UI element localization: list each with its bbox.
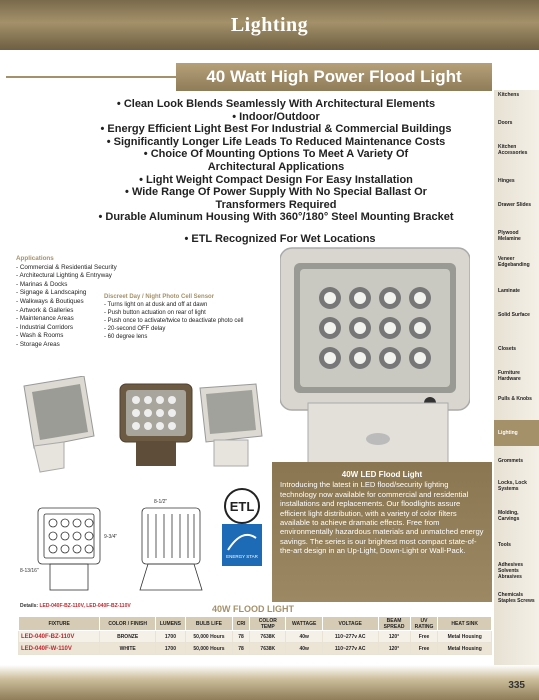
table-cell-sku: LED-040F-W-110V [19, 643, 100, 655]
list-item: - 20-second OFF delay [104, 326, 166, 332]
table-cell: 78 [233, 631, 250, 643]
sidebar-item-tools[interactable]: Tools [498, 542, 511, 548]
sidebar-item-adhesives[interactable]: Adhesives Solvents Abrasives [498, 562, 524, 580]
column-header: COLOR TEMP [250, 617, 286, 631]
spec-table [18, 616, 492, 655]
title-rule [6, 76, 176, 78]
sidebar-item-kitchen-accessories[interactable]: Kitchen Accessories [498, 144, 528, 156]
sidebar-item-molding[interactable]: Molding, Carvings [498, 510, 520, 522]
sidebar-item-plywood[interactable]: Plywood Melamine [498, 230, 521, 242]
column-header: BEAM SPREAD [378, 617, 410, 631]
table-cell: 50,000 Hours [185, 631, 232, 643]
sidebar-item-pulls-knobs[interactable]: Pulls & Knobs [498, 396, 532, 402]
list-item: - Push once to activate/twice to deactivate photo cell [104, 318, 244, 324]
list-item: - Turns light on at dusk and off at dawn [104, 302, 208, 308]
column-header: HEAT SINK [438, 617, 492, 631]
table-row [19, 643, 492, 655]
table-cell: 7638K [250, 643, 286, 655]
flood-light-white-side-photo [196, 382, 266, 473]
list-item: - Architectural Lighting & Entryway [16, 272, 112, 280]
sidebar-item-veneer[interactable]: Veneer Edgebanding [498, 256, 530, 268]
energy-star-text: ENERGY STAR [226, 554, 258, 559]
etl-logo-text: ETL [229, 499, 255, 514]
energy-star-logo [222, 524, 262, 571]
column-header: UV RATING [410, 617, 438, 631]
table-cell: Free [410, 643, 438, 655]
feature-item: • Light Weight Compact Design For Easy Installation [139, 173, 413, 186]
list-item: - Industrial Corridors [16, 323, 74, 331]
table-cell: 110~277v AC [322, 643, 378, 655]
table-cell: 110~277v AC [322, 631, 378, 643]
list-item: - Push button actuation on rear of light [104, 310, 206, 316]
table-cell: 78 [233, 643, 250, 655]
section-banner [0, 0, 539, 50]
table-cell: 1700 [155, 643, 185, 655]
column-header: CRI [233, 617, 250, 631]
sidebar-item-chemicals[interactable]: Chemicals Staples Screws [498, 592, 535, 604]
feature-item: Transformers Required [215, 198, 337, 211]
sensor-info [104, 293, 284, 341]
list-item: - Storage Areas [16, 340, 60, 348]
dimension-label: 8-13/16" [20, 568, 39, 574]
table-cell: Metal Housing [438, 631, 492, 643]
sidebar-item-drawer-slides[interactable]: Drawer Slides [498, 202, 532, 208]
feature-item: • Choice Of Mounting Options To Meet A Variety Of [143, 148, 409, 161]
table-title: 40W FLOOD LIGHT [212, 604, 294, 614]
list-item: - Commercial & Residential Security [16, 263, 117, 271]
led-info-body: Introducing the latest in LED flood/security lighting technology now available for commercial and residential installations and replacements. Our floodlights assure efficient light distribution, with a variety of color filters available to achieve dramatic effects. Free from environmentally hazardous materials and unmatched energy savings. The series is our brightest most compact state-of-the-art design in an Up-Light, Down-Light or Wall-Pack. [280, 480, 484, 556]
footer-bar [0, 665, 539, 700]
sidebar [494, 90, 539, 690]
table-cell: 40w [286, 643, 322, 655]
sidebar-item-kitchens[interactable]: Kitchens [498, 92, 520, 98]
table-cell: 7638K [250, 631, 286, 643]
list-item: - Walkways & Boutiques [16, 297, 84, 305]
table-row [19, 631, 492, 643]
sensor-heading: Discreet Day / Night Photo Cell Sensor [104, 294, 215, 300]
feature-item: Architectural Applications [207, 160, 345, 173]
table-cell: 120° [378, 643, 410, 655]
details-skus: LED-040F-BZ-110V, LED-040F-BZ-110V [39, 603, 131, 609]
section-title: Lighting [230, 14, 309, 36]
table-cell: BRONZE [100, 631, 156, 643]
sidebar-item-closets[interactable]: Closets [498, 346, 517, 352]
product-title: 40 Watt High Power Flood Light [176, 63, 492, 91]
sidebar-item-laminate[interactable]: Laminate [498, 288, 520, 294]
column-header: COLOR / FINISH [100, 617, 156, 631]
led-info-heading: 40W LED Flood Light [341, 470, 423, 479]
sidebar-item-locks[interactable]: Locks, Lock Systems [498, 480, 527, 492]
sidebar-item-hinges[interactable]: Hinges [498, 178, 515, 184]
flood-light-white-angled-photo [14, 376, 98, 481]
flood-light-photo [280, 243, 470, 470]
feature-list [60, 98, 492, 224]
feature-item: • Significantly Longer Life Leads To Reduced Maintenance Costs [106, 135, 446, 148]
feature-item: • Durable Aluminum Housing With 360°/180° Steel Mounting Bracket [98, 211, 454, 224]
sidebar-item-furniture-hardware[interactable]: Furniture Hardware [498, 370, 521, 382]
column-header: VOLTAGE [322, 617, 378, 631]
list-item: - 60 degree lens [104, 334, 148, 340]
sidebar-item-grommets[interactable]: Grommets [498, 458, 524, 464]
feature-item: • Clean Look Blends Seamlessly With Architectural Elements [116, 98, 436, 110]
sidebar-item-lighting[interactable]: Lighting [494, 420, 539, 446]
list-item: - Maintenance Areas [16, 315, 74, 323]
feature-item: • Energy Efficient Light Best For Industrial & Commercial Buildings [100, 123, 452, 136]
table-header-row [19, 617, 492, 631]
etl-feature: • ETL Recognized For Wet Locations [184, 233, 376, 245]
list-item: - Signage & Landscaping [16, 289, 87, 297]
dimension-label: 8-1/2" [154, 499, 168, 505]
dimension-label: 9-3/4" [104, 534, 118, 540]
column-header: LUMENS [155, 617, 185, 631]
list-item: - Marinas & Docks [16, 280, 68, 288]
details-label: Details: [20, 603, 39, 609]
column-header: WATTAGE [286, 617, 322, 631]
applications-heading: Applications [16, 255, 54, 262]
sidebar-item-doors[interactable]: Doors [498, 120, 513, 126]
table-cell: 40w [286, 631, 322, 643]
table-cell-sku: LED-040F-BZ-110V [19, 631, 100, 643]
column-header: FIXTURE [19, 617, 100, 631]
list-item: - Artwork & Galleries [16, 306, 74, 314]
table-cell: 120° [378, 631, 410, 643]
table-cell: 1700 [155, 631, 185, 643]
flood-light-bronze-photo [118, 382, 194, 473]
led-info-box [272, 462, 492, 602]
technical-drawing [18, 494, 218, 609]
feature-item: • Indoor/Outdoor [232, 110, 320, 123]
list-item: - Wash & Rooms [16, 332, 64, 340]
table-cell: WHITE [100, 643, 156, 655]
sidebar-item-solid-surface[interactable]: Solid Surface [498, 312, 530, 318]
table-cell: Free [410, 631, 438, 643]
table-cell: Metal Housing [438, 643, 492, 655]
table-cell: 50,000 Hours [185, 643, 232, 655]
column-header: BULB LIFE [185, 617, 232, 631]
feature-item: • Wide Range Of Power Supply With No Special Ballast Or [125, 186, 427, 199]
page-number: 335 [508, 680, 525, 691]
